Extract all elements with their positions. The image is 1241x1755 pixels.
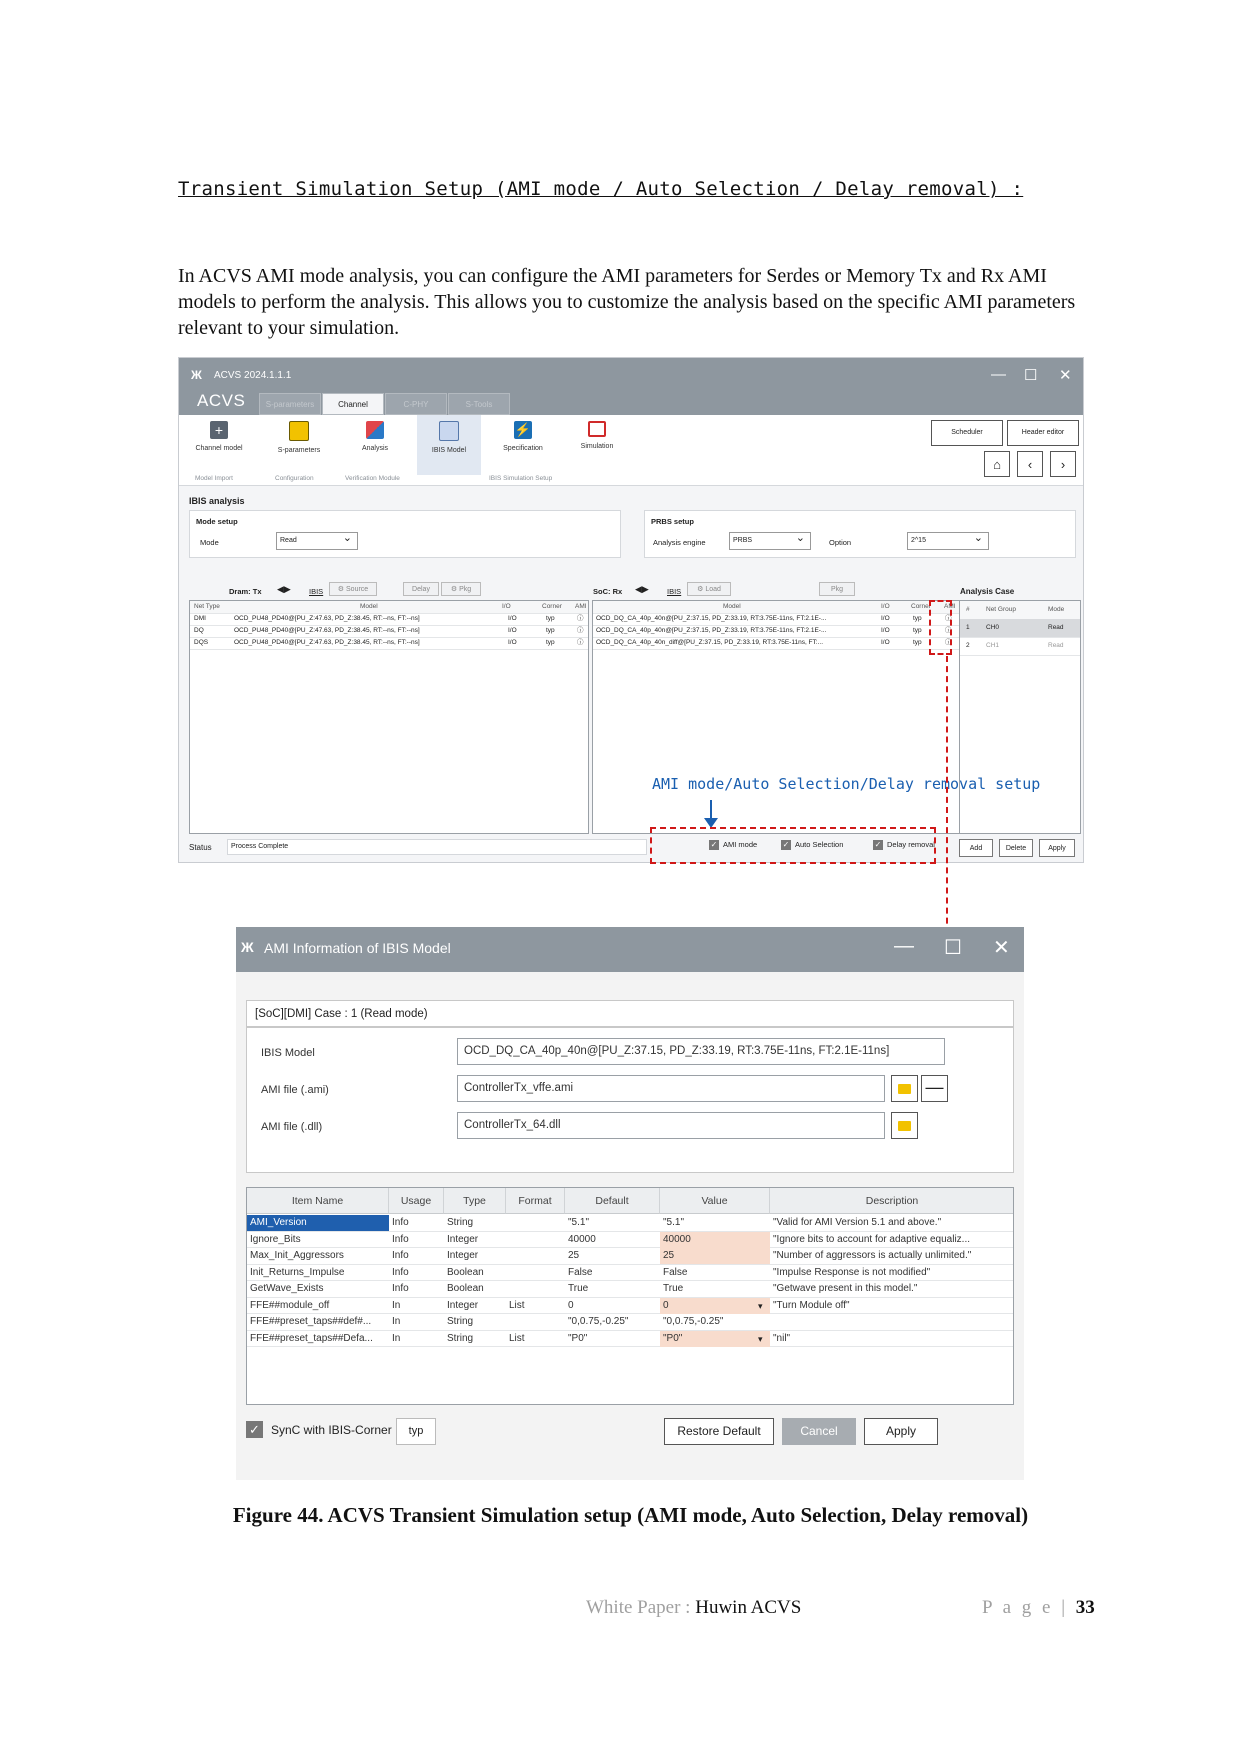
option-label: Option (829, 538, 852, 547)
model-cell: OCD_PU48_PD40@[PU_Z:47.63, PD_Z:38.45, RT:--ns, FT:--ns] (234, 639, 420, 646)
tab-channel[interactable]: Channel (322, 393, 384, 415)
mode-label: Mode (200, 538, 219, 547)
analysis-label: Analysis (361, 445, 389, 452)
usage-cell: Info (392, 1233, 409, 1245)
name-cell: Max_Init_Aggressors (250, 1250, 344, 1261)
mode-select[interactable]: Read ⌄ (276, 532, 358, 550)
col-value: Value (660, 1188, 770, 1214)
col-mode: Mode (1048, 606, 1065, 613)
s-parameters-button[interactable] (267, 421, 331, 454)
delete-button[interactable]: Delete (999, 839, 1033, 857)
desc-cell: "Impulse Response is not modified" (773, 1266, 931, 1278)
table-row[interactable] (247, 1265, 1013, 1282)
maximize-icon[interactable]: ☐ (1024, 367, 1038, 384)
col-ami: AMI (944, 603, 956, 610)
col-io: I/O (502, 603, 511, 610)
case-num-cell: 1 (966, 624, 970, 631)
table-row[interactable] (247, 1314, 1013, 1331)
desc-cell: "Ignore bits to account for adaptive equaliz... (773, 1233, 971, 1245)
simulation-label: Simulation (580, 443, 614, 450)
window-title: ACVS 2024.1.1.1 (214, 370, 292, 381)
check-icon: ✓ (710, 840, 718, 850)
dialog-title: AMI Information of IBIS Model (264, 940, 451, 956)
apply-button[interactable]: Apply (864, 1418, 938, 1445)
name-cell: FFE##module_off (250, 1299, 330, 1311)
value-cell[interactable]: False (663, 1266, 688, 1278)
close-icon[interactable]: ✕ (993, 937, 1010, 959)
type-cell: String (447, 1217, 474, 1228)
restore-default-button[interactable]: Restore Default (664, 1418, 774, 1445)
app-logo-icon: Ж (241, 939, 254, 955)
clear-ami-button[interactable] (921, 1075, 948, 1102)
default-cell: 40000 (568, 1233, 596, 1245)
add-button[interactable]: Add (959, 839, 993, 857)
option-select[interactable]: 2^15 ⌄ (907, 532, 989, 550)
dram-delay-button[interactable]: Delay (403, 582, 439, 596)
name-cell: FFE##preset_taps##def#... (250, 1316, 372, 1327)
ribbon (179, 415, 1083, 486)
brand-label: ACVS (197, 391, 246, 410)
sync-label: SynC with IBIS-Corner (271, 1422, 392, 1437)
specification-label: Specification (503, 445, 543, 452)
group-verification: Verification Module (345, 475, 400, 482)
footer (586, 1597, 801, 1619)
net-group-cell: CH1 (986, 642, 1000, 649)
table-row[interactable] (247, 1215, 1013, 1232)
type-cell: String (447, 1332, 474, 1344)
col-description: Description (770, 1188, 1014, 1214)
analysis-engine-select[interactable]: PRBS ⌄ (729, 532, 811, 550)
io-cell: I/O (508, 639, 517, 646)
name-cell: AMI_Version (247, 1215, 389, 1231)
title-bar (179, 358, 1083, 415)
type-cell: Boolean (447, 1283, 484, 1294)
format-cell (506, 1232, 565, 1248)
figure-caption: Figure 44. ACVS Transient Simulation setup (AMI mode, Auto Selection, Delay removal) (232, 1503, 1029, 1527)
format-cell (506, 1314, 565, 1330)
dropdown-arrow-icon[interactable]: ▾ (758, 1300, 763, 1311)
io-cell: I/O (881, 639, 890, 646)
desc-cell (770, 1314, 1014, 1330)
group-model-import: Model Import (195, 475, 233, 482)
ami-file-label: AMI file (.ami) (261, 1084, 329, 1096)
section-heading: Transient Simulation Setup (AMI mode / Auto Selection / Delay removal) : (178, 178, 1024, 200)
dialog-title-bar (236, 927, 1024, 972)
analysis-icon (366, 421, 384, 439)
prbs-setup-title: PRBS setup (651, 517, 694, 526)
ami-info-dialog (236, 927, 1024, 1480)
chip-icon (289, 421, 309, 441)
name-cell: GetWave_Exists (250, 1283, 324, 1294)
type-cell: Integer (447, 1250, 479, 1261)
auto-selection-label: Auto Selection (795, 840, 844, 849)
value-cell[interactable]: "5.1" (663, 1217, 685, 1228)
soc-pkg-button[interactable]: Pkg (819, 582, 855, 596)
pkg-label: Pkg (459, 586, 472, 593)
folder-icon (898, 1084, 911, 1094)
case-num-cell: 2 (966, 642, 970, 649)
value-cell[interactable]: "P0" (660, 1331, 770, 1347)
dram-tx-label: Dram: Tx (229, 587, 262, 596)
default-cell: "P0" (568, 1332, 588, 1344)
table-row[interactable] (960, 637, 1080, 656)
format-cell (506, 1265, 565, 1281)
io-cell: I/O (881, 627, 890, 634)
info-icon[interactable]: ⓘ (945, 615, 952, 622)
info-icon[interactable]: ⓘ (577, 639, 584, 646)
default-cell: "5.1" (568, 1217, 590, 1228)
table-row[interactable] (190, 637, 588, 650)
value-cell[interactable]: 40000 (660, 1232, 770, 1248)
table-row[interactable] (247, 1248, 1013, 1265)
name-cell: FFE##preset_taps##Defa... (250, 1332, 373, 1344)
back-icon[interactable]: ‹ (1017, 451, 1043, 477)
analysis-case-grid (959, 600, 1081, 834)
format-cell: List (509, 1332, 525, 1344)
header-editor-button[interactable]: Header editor (1007, 420, 1079, 446)
close-icon[interactable]: ✕ (1059, 367, 1072, 384)
col-corner: Corner (911, 603, 931, 610)
col-model: Model (360, 603, 378, 610)
sync-corner-field[interactable]: typ (396, 1418, 436, 1445)
plus-icon: + (210, 421, 228, 439)
ibis-analysis-title: IBIS analysis (189, 496, 245, 506)
info-icon[interactable]: ⓘ (945, 627, 952, 634)
format-cell: List (509, 1299, 525, 1311)
analysis-engine-label: Analysis engine (653, 538, 706, 547)
setup-annotation: AMI mode/Auto Selection/Delay removal setup (652, 775, 1041, 793)
ibis-model-label: IBIS Model (261, 1047, 315, 1059)
corner-cell: typ (913, 639, 922, 646)
status-field: Process Complete (227, 839, 647, 855)
group-ibis-sim-setup: IBIS Simulation Setup (489, 475, 553, 482)
status-label: Status (189, 843, 212, 852)
type-cell: Integer (447, 1233, 479, 1245)
desc-cell: "Turn Module off" (773, 1299, 850, 1311)
desc-cell: "Number of aggressors is actually unlimited." (773, 1250, 972, 1261)
dram-source-button[interactable]: ⚙ Source (329, 582, 377, 596)
app-logo-icon: Ж (191, 368, 202, 382)
footer-prefix: White Paper : (586, 1597, 696, 1618)
tab-s-tools[interactable]: S-Tools (448, 393, 510, 415)
simulation-icon (588, 421, 606, 437)
s-parameters-label: S-parameters (277, 447, 321, 454)
col-format: Format (506, 1188, 565, 1214)
check-icon: ✓ (782, 840, 790, 850)
tab-c-phy[interactable]: C-PHY (385, 393, 447, 415)
usage-cell: Info (392, 1217, 409, 1228)
soc-grid (592, 600, 960, 834)
format-cell (506, 1215, 565, 1231)
minimize-icon[interactable]: — (894, 935, 914, 957)
net-type-cell: DMI (194, 615, 206, 622)
sync-checkbox[interactable] (246, 1421, 392, 1439)
net-type-cell: DQS (194, 639, 209, 646)
model-cell: OCD_DQ_CA_40p_40n@[PU_Z:37.15, PD_Z:33.19, RT:3.75E-11ns, FT:2.1E-... (596, 627, 827, 634)
prbs-setup-panel (644, 510, 1076, 558)
mode-cell: Read (1048, 642, 1064, 649)
corner-cell: typ (546, 639, 555, 646)
analysis-case-header (960, 601, 1080, 620)
col-net-type: Net Type (194, 603, 220, 610)
group-configuration: Configuration (275, 475, 314, 482)
model-cell: OCD_DQ_CA_40p_40n@[PU_Z:37.15, PD_Z:33.19, RT:3.75E-11ns, FT:2.1E-... (596, 615, 827, 622)
default-cell: False (568, 1266, 593, 1278)
soc-load-button[interactable]: ⚙ Load (687, 582, 731, 596)
load-label: Load (705, 586, 721, 593)
value-cell[interactable]: True (663, 1283, 684, 1294)
check-icon: ✓ (246, 1421, 263, 1438)
footer-company: Huwin ACVS (695, 1597, 802, 1618)
cancel-button[interactable]: Cancel (782, 1418, 856, 1445)
default-cell: 0 (568, 1299, 574, 1311)
ami-column-highlight (929, 600, 952, 655)
col-corner: Corner (542, 603, 562, 610)
mode-cell: Read (1048, 624, 1064, 631)
col-type: Type (444, 1188, 506, 1214)
ami-mode-label: AMI mode (723, 840, 758, 849)
forward-icon[interactable]: › (1050, 451, 1076, 477)
prev-next-icon[interactable]: ◀▶ (635, 584, 649, 594)
table-row[interactable] (247, 1281, 1013, 1298)
channel-model-label: Channel model (195, 445, 243, 452)
tab-s-parameters[interactable]: S-parameters (259, 393, 321, 415)
corner-cell: typ (913, 615, 922, 622)
ibis-model-label: IBIS Model (431, 447, 467, 454)
corner-cell: typ (546, 615, 555, 622)
type-cell: Integer (447, 1299, 479, 1311)
default-cell: True (568, 1283, 589, 1294)
corner-cell: typ (546, 627, 555, 634)
desc-cell: "Getwave present in this model." (773, 1283, 918, 1294)
io-cell: I/O (508, 627, 517, 634)
ami-file-field[interactable]: ControllerTx_vffe.ami (457, 1075, 885, 1102)
col-ami: AMI (575, 603, 587, 610)
minimize-icon[interactable]: — (991, 366, 1006, 383)
lightning-icon: ⚡ (514, 422, 532, 437)
table-row[interactable] (247, 1232, 1013, 1249)
format-cell (506, 1248, 565, 1264)
intro-paragraph: In ACVS AMI mode analysis, you can configure the AMI parameters for Serdes or Memory Tx and Rx AMI models to perform the analysis. This allows you to customize the analysis based on the specific AMI parameters relevant to your simulation. (178, 265, 1076, 339)
case-header: [SoC][DMI] Case : 1 (Read mode) (246, 1000, 1014, 1027)
minus-icon: — (925, 1077, 944, 1097)
dram-grid (189, 600, 589, 834)
ibis-model-button[interactable] (417, 415, 481, 475)
soc-rx-label: SoC: Rx (593, 587, 623, 596)
analysis-button[interactable] (343, 421, 407, 452)
simulation-button[interactable] (565, 421, 629, 450)
model-cell: OCD_PU48_PD40@[PU_Z:47.63, PD_Z:38.45, RT:--ns, FT:--ns] (234, 615, 420, 622)
info-icon[interactable]: ⓘ (577, 615, 584, 622)
value-cell[interactable]: 25 (660, 1248, 770, 1264)
col-default: Default (565, 1188, 660, 1214)
info-icon[interactable]: ⓘ (945, 639, 952, 646)
ibis-icon (439, 421, 459, 441)
value-cell[interactable]: "0,0.75,-0.25" (663, 1316, 724, 1327)
prev-next-icon[interactable]: ◀▶ (277, 584, 291, 594)
folder-icon (898, 1121, 911, 1131)
col-item-name: Item Name (247, 1188, 389, 1214)
col-model: Model (723, 603, 741, 610)
col-num: # (966, 606, 970, 613)
usage-cell: Info (392, 1266, 409, 1278)
net-group-cell: CH0 (986, 624, 1000, 631)
soc-ibis-link[interactable]: IBIS (667, 587, 682, 596)
usage-cell: Info (392, 1250, 409, 1261)
io-cell: I/O (508, 615, 517, 622)
corner-cell: typ (913, 627, 922, 634)
channel-model-button[interactable] (187, 421, 251, 452)
analysis-case-label: Analysis Case (960, 587, 1015, 596)
format-cell (506, 1281, 565, 1297)
apply-button[interactable]: Apply (1039, 839, 1075, 857)
usage-cell: In (392, 1332, 401, 1344)
home-icon[interactable]: ⌂ (984, 451, 1010, 477)
io-cell: I/O (881, 615, 890, 622)
net-type-cell: DQ (194, 627, 204, 634)
default-cell: 25 (568, 1250, 580, 1261)
usage-cell: Info (392, 1283, 409, 1294)
col-usage: Usage (389, 1188, 444, 1214)
checkbox-highlight (650, 827, 936, 864)
usage-cell: In (392, 1316, 401, 1327)
default-cell: "0,0.75,-0.25" (568, 1316, 629, 1327)
info-icon[interactable]: ⓘ (577, 627, 584, 634)
dram-pkg-button[interactable]: ⚙ Pkg (441, 582, 481, 596)
mode-setup-panel (189, 510, 621, 558)
table-row[interactable] (247, 1298, 1013, 1315)
name-cell: Init_Returns_Impulse (250, 1266, 345, 1278)
table-row[interactable] (247, 1331, 1013, 1348)
usage-cell: In (392, 1299, 401, 1311)
page-num: 33 (1075, 1597, 1095, 1618)
table-row[interactable] (593, 637, 959, 650)
maximize-icon[interactable]: ☐ (944, 937, 962, 959)
table-row[interactable] (960, 619, 1080, 638)
browse-dll-button[interactable] (891, 1112, 918, 1139)
dropdown-arrow-icon[interactable]: ▾ (758, 1333, 763, 1344)
col-io: I/O (881, 603, 890, 610)
desc-cell: "nil" (773, 1332, 791, 1344)
name-cell: Ignore_Bits (250, 1233, 301, 1245)
ibis-model-field[interactable]: OCD_DQ_CA_40p_40n@[PU_Z:37.15, PD_Z:33.19, RT:3.75E-11ns, FT:2.1E-11ns] (457, 1038, 945, 1065)
page-label: P a g e | (982, 1597, 1069, 1618)
model-cell: OCD_DQ_CA_40p_40n_diff@[PU_Z:37.15, PD_Z:33.19, RT:3.75E-11ns, FT:... (596, 639, 823, 646)
file-box (246, 1027, 1014, 1173)
value-cell[interactable]: 0 (660, 1298, 770, 1314)
model-cell: OCD_PU48_PD40@[PU_Z:47.63, PD_Z:38.45, RT:--ns, FT:--ns] (234, 627, 420, 634)
ami-parameter-table (246, 1187, 1014, 1405)
type-cell: String (447, 1316, 474, 1327)
check-icon: ✓ (874, 840, 882, 850)
specification-button[interactable] (491, 421, 555, 452)
browse-ami-button[interactable] (891, 1075, 918, 1102)
page-number (982, 1597, 1095, 1619)
desc-cell: "Valid for AMI Version 5.1 and above." (773, 1217, 942, 1228)
mode-setup-title: Mode setup (196, 517, 238, 526)
source-label: Source (346, 586, 369, 593)
type-cell: Boolean (447, 1266, 484, 1278)
dll-file-label: AMI file (.dll) (261, 1121, 323, 1133)
dll-file-field[interactable]: ControllerTx_64.dll (457, 1112, 885, 1139)
col-net-group: Net Group (986, 606, 1016, 613)
scheduler-button[interactable]: Scheduler (931, 420, 1003, 446)
dram-ibis-link[interactable]: IBIS (309, 587, 324, 596)
delay-removal-label: Delay removal (887, 840, 935, 849)
